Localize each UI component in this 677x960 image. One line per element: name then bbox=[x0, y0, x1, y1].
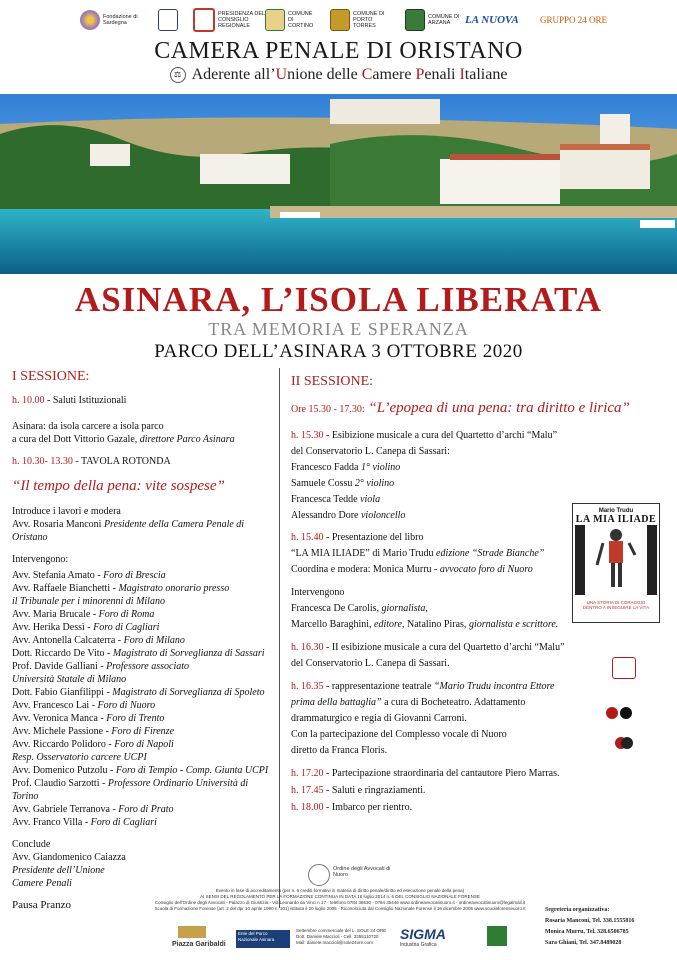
piazza-garibaldi-name: Piazza Garibaldi bbox=[172, 941, 226, 948]
speaker-item: Prof. Claudio Sarzotti - Professore Ordinario Università di Torino bbox=[12, 778, 249, 802]
music2-line-2: del Conservatorio L. Canepa di Sassari. bbox=[291, 658, 450, 669]
organizer-title: CAMERA PENALE DI ORISTANO bbox=[154, 38, 523, 64]
speaker-item: Resp. Osservatorio carcere UCPI bbox=[12, 752, 147, 763]
crest-icon bbox=[265, 9, 285, 31]
speaker-item: il Tribunale per i minorenni di Milano bbox=[12, 596, 165, 607]
theatre-line-3: drammaturgico e regia di Giovanni Carroni. bbox=[291, 713, 467, 724]
round-table-title: “Il tempo della pena: vite sospese” bbox=[12, 478, 225, 494]
closing-item: h. 17.20 - Partecipazione straordinaria del cantautore Piero Marras. bbox=[291, 768, 560, 779]
musician-item: Francesco Fadda 1° violino bbox=[291, 462, 401, 473]
sponsor-name: Fondazione di Sardegna bbox=[103, 14, 138, 26]
book-coord-line: Coordina e modera: Monica Murru - avvocato foro di Nuoro bbox=[291, 564, 533, 575]
book-cover-title: LA MIA ILIADE bbox=[575, 514, 657, 525]
closing-schedule bbox=[291, 767, 669, 814]
event-tagline: TRA MEMORIA E SPERANZA bbox=[208, 319, 469, 339]
musician-item: Alessandro Dore violoncello bbox=[291, 510, 406, 521]
hero-photo-asinara bbox=[0, 94, 677, 274]
round-table-line: h. 10.30- 13.30 - TAVOLA ROTONDA bbox=[12, 456, 171, 467]
sponsor-bar bbox=[0, 6, 677, 36]
music-line: h. 15.30 - Esibizione musicale a cura del Quartetto d’archi “Malu” bbox=[291, 430, 558, 441]
sigma-logo: SIGMA Industria Grafica bbox=[400, 926, 446, 948]
concludes-label: Conclude bbox=[12, 839, 51, 850]
crest-icon bbox=[405, 9, 425, 31]
book-cover-author: Mario Trudu bbox=[598, 508, 634, 514]
crest-icon bbox=[330, 9, 350, 31]
session-1 bbox=[12, 370, 274, 912]
speaker-item: Avv. Veronica Manca - Foro di Trento bbox=[12, 713, 165, 724]
talk-by: a cura del Dott Vittorio Gazale, direttore Parco Asinara bbox=[12, 434, 235, 445]
event-title: ASINARA, L’ISOLA LIBERATA bbox=[74, 280, 603, 319]
conservatorio-logo-icon bbox=[612, 657, 636, 679]
speaker-item: Avv. Francesco Lai - Foro di Nuoro bbox=[12, 700, 156, 711]
speaker-item: Università Statale di Milano bbox=[12, 674, 127, 685]
musician-item: Francesca Tedde viola bbox=[291, 494, 381, 505]
concluder-name: Avv. Giandomenico Caiazza bbox=[12, 852, 126, 863]
speaker-item: Avv. Michele Passione - Foro di Firenze bbox=[12, 726, 175, 737]
book-speakers-heading: Intervengono bbox=[291, 587, 345, 598]
speaker-item: Avv. Herika Dessì - Foro di Cagliari bbox=[12, 622, 160, 633]
ordine-avvocati-logo-icon bbox=[308, 864, 330, 886]
bocheteatro-logo-icon bbox=[604, 705, 636, 727]
sponsor-name: PRESIDENZA DEL CONSIGLIO REGIONALE bbox=[218, 11, 265, 29]
sponsor-logo bbox=[265, 6, 316, 34]
book-title-line: “LA MIA ILIADE” di Mario Trudu edizione “Strade Bianche” bbox=[291, 548, 545, 559]
session-1-heading: I SESSIONE: bbox=[12, 369, 90, 384]
sponsor-green-logo-icon bbox=[487, 926, 507, 946]
event-venue-date: PARCO DELL’ASINARA 3 OTTOBRE 2020 bbox=[154, 341, 523, 362]
music-line-2: del Conservatorio L. Canepa di Sassari: bbox=[291, 446, 450, 457]
ordine-avvocati-name: Ordine degli Avvocati di Nuoro bbox=[333, 866, 391, 878]
speaker-item: Avv. Domenico Putzolu - Foro di Tempio - Comp. Giunta UCPI bbox=[12, 765, 269, 776]
speaker-item: Avv. Stefania Amato - Foro di Brescia bbox=[12, 570, 166, 581]
sponsor-logo bbox=[80, 6, 141, 34]
theatre-line-4: Con la partecipazione del Complesso vocale di Nuoro bbox=[291, 729, 507, 740]
lyric-section: Ore 15.30 - 17.30: “L’epopea di una pena: tra diritto e lirica” bbox=[291, 400, 630, 416]
sponsor-name: COMUNE DI ARZANA bbox=[428, 14, 460, 26]
flower-icon bbox=[80, 10, 100, 30]
intro-line: Introduce i lavori e modera bbox=[12, 506, 121, 517]
crest-icon bbox=[193, 8, 215, 32]
sponsor-logo bbox=[158, 6, 178, 34]
theatre-line-5: diretto da Franca Floris. bbox=[291, 745, 388, 756]
lunch-break: Pausa Pranzo bbox=[12, 899, 71, 911]
speaker-item: Dott. Riccardo De Vito - Magistrato di Sorveglianza di Sassari bbox=[12, 648, 265, 659]
theatre-line: h. 16.35 - rappresentazione teatrale “Mario Trudu incontra Ettore bbox=[291, 681, 555, 692]
sponsor-logo-la-nuova: LA NUOVA bbox=[465, 14, 519, 26]
musician-item: Samuele Cossu 2° violino bbox=[291, 478, 395, 489]
sponsor-logo-gruppo24ore: GRUPPO 24 ORE bbox=[540, 15, 608, 25]
piazza-garibaldi-logo-icon bbox=[178, 926, 206, 938]
organising-secretariat: Segreteria organizzativa: Rosaria Manconi, Tel. 338.1555816 Monica Murru, Tel. 328.6506785 Sara Ghiani, Tel. 347.8489028 bbox=[545, 907, 635, 946]
session-2-heading: II SESSIONE: bbox=[291, 374, 374, 389]
warrior-illustration-icon bbox=[573, 525, 659, 595]
sponsor-logo bbox=[405, 6, 460, 34]
moderator-line: Avv. Rosaria Manconi Presidente della Camera Penale di Oristano bbox=[12, 519, 245, 543]
speaker-item: Avv. Franco Villa - Foro di Cagliari bbox=[12, 817, 157, 828]
speaker-item: Avv. Raffaele Bianchetti - Magistrato onorario presso bbox=[12, 583, 230, 594]
speaker-item: Prof. Davide Galliani - Professore associato bbox=[12, 661, 190, 672]
ucpi-logo-icon: ⚖ bbox=[170, 67, 186, 83]
concluder-role: Camere Penali bbox=[12, 878, 72, 889]
organizer-subtitle: ⚖ Aderente all’Unione delle Camere Penali Italiane bbox=[0, 66, 677, 84]
sponsor-logo bbox=[193, 6, 266, 34]
column-divider bbox=[279, 368, 280, 908]
music2-line: h. 16.30 - II esibizione musicale a cura del Quartetto d’archi “Malu” bbox=[291, 642, 565, 653]
book-cover-la-mia-iliade bbox=[572, 503, 660, 623]
closing-item: h. 17.45 - Saluti e ringraziamenti. bbox=[291, 785, 426, 796]
concluder-role: Presidente dell’Unione bbox=[12, 865, 105, 876]
emblem-icon bbox=[158, 9, 178, 31]
book-cover-subtitle: UNA STORIA DI CORAGGIO DENTRO A INSEGUIRE LA VITA bbox=[582, 600, 650, 610]
speaker-item: Avv. Gabriele Terranova - Foro di Prato bbox=[12, 804, 174, 815]
book-speaker: Francesca De Carolis, giornalista, bbox=[291, 603, 428, 614]
speaker-item: Avv. Riccardo Polidoro - Foro di Napoli bbox=[12, 739, 174, 750]
book-line: h. 15.40 - Presentazione del libro bbox=[291, 532, 424, 543]
book-speaker: Marcello Baraghini, editore, Natalino Piras, giornalista e scrittore. bbox=[291, 619, 559, 630]
greeting-line: h. 10.00 - Saluti Istituzionali bbox=[12, 395, 127, 406]
theatre-line-2: prima della battaglia” a cura di Bocheteatro. Adattamento bbox=[291, 697, 526, 708]
speaker-item: Avv. Maria Brucale - Foro di Roma bbox=[12, 609, 155, 620]
closing-item: h. 18.00 - Imbarco per rientro. bbox=[291, 802, 413, 813]
talk-title: Asinara: da isola carcere a isola parco bbox=[12, 421, 164, 432]
footer-contact: Settembre commerciale del L. SOLE 24 ORE Dott. Daniele Maccioli - Cell. 3355110720 Mail: daniele.maccioli@sole24ore.com bbox=[296, 928, 387, 945]
speakers-heading: Intervengono: bbox=[12, 554, 69, 565]
theatre-masks-icon bbox=[614, 733, 634, 753]
sponsor-name: COMUNE DI CORTINO bbox=[288, 11, 314, 29]
footer-accreditation: Evento in fase di accreditamento (per n. 6 crediti formativi in materia di diritto penale/diritto ed esecuzione penale della pena) AI SENSI DEL REGOLAMENTO PER LA FORMAZIONE CONTINUA IN DATA 16 luglio 2014 n. 6 DEL CONSIGLIO NAZIONALE FORENSE Consiglio dell’Ordine degli Avvocati - Palazzo di Giustizia - Via Leonardo da Vinci n 17 - telefono 0784 38630 - 0784 35446 www.ordineavvocatinuoro.it - ordineavvocatinuoro@legalmail.it Scuola di Formazione Forense (art. 2 del dpr 10 aprile 1990 n. 101) istituita il 20 luglio 2005 - Riconosciuta dal Consiglio Nazionale Forense il 16 dicembre 2005 www.scuolaforenseuoro.it bbox=[154, 888, 526, 911]
ente-parco-logo: Ente del Parco Nazionale Asinara bbox=[236, 930, 290, 948]
speaker-item: Dott. Fabio Gianfilippi - Magistrato di Sorveglianza di Spoleto bbox=[12, 687, 265, 698]
sponsor-logo bbox=[330, 6, 393, 34]
footer bbox=[0, 864, 677, 960]
sponsor-name: COMUNE DI PORTO TORRES bbox=[353, 11, 385, 29]
speakers-list bbox=[12, 569, 274, 829]
speaker-item: Avv. Antonella Calcaterra - Foro di Milano bbox=[12, 635, 185, 646]
